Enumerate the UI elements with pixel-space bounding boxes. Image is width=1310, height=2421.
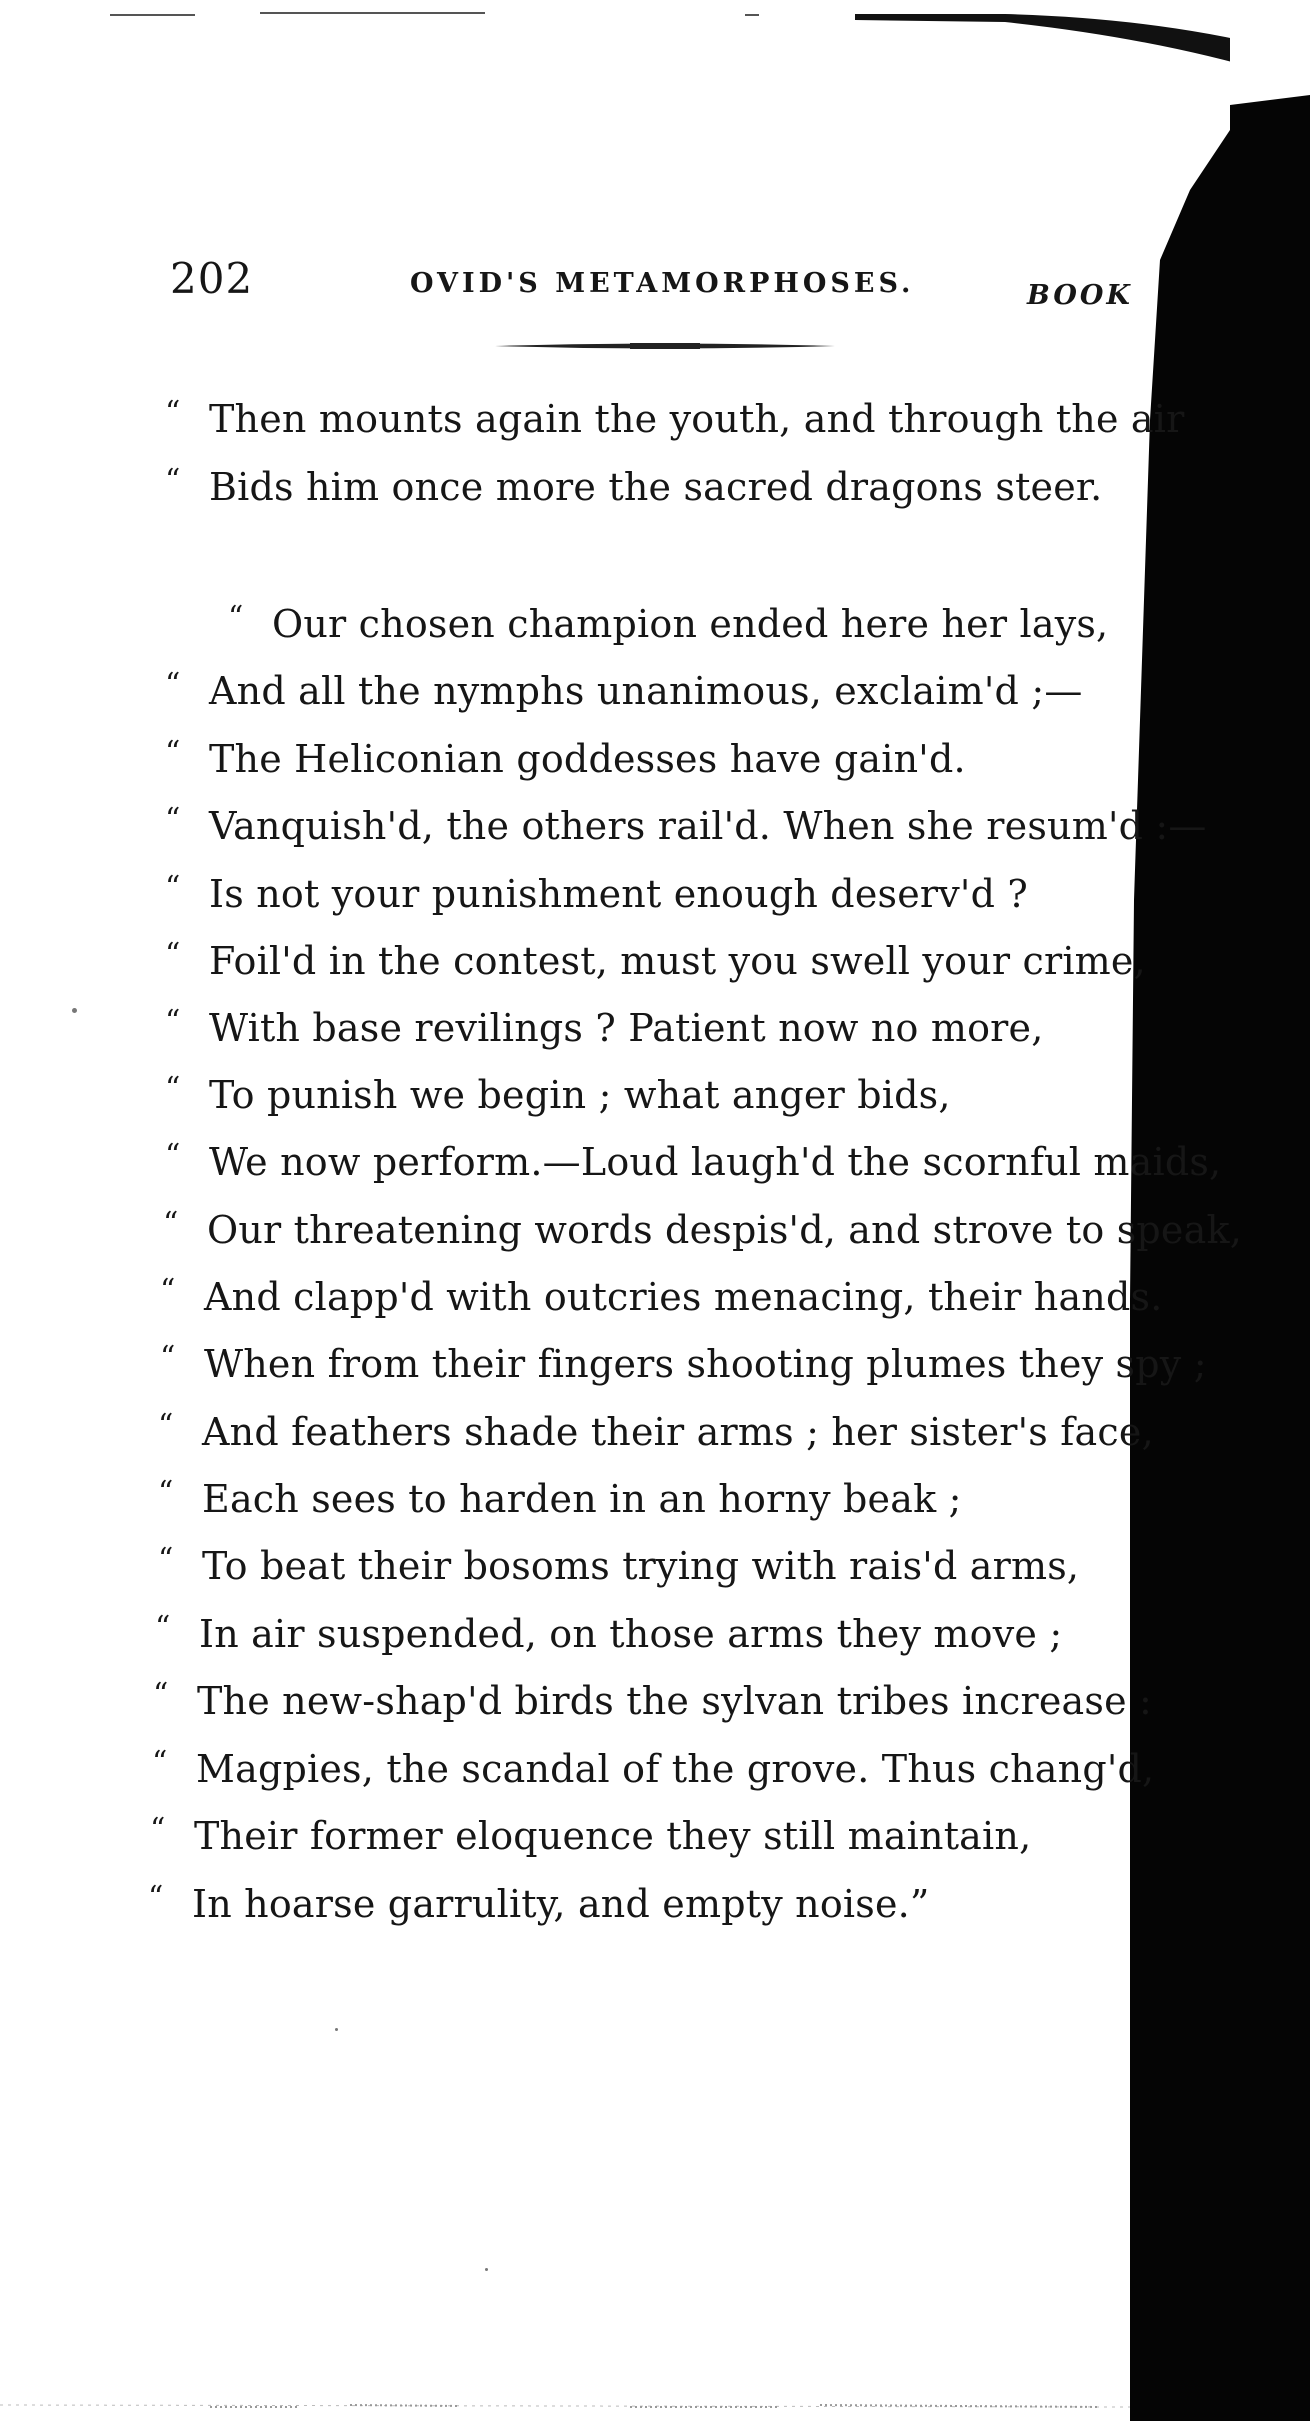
scan-bottom-noise: [0, 2385, 1130, 2421]
verse-text: When from their fingers shooting plumes they spy ;: [204, 1342, 1207, 1386]
scan-speck: [72, 1008, 77, 1013]
quote-mark: “: [158, 1408, 174, 1443]
verse-line: [150, 1812, 1031, 1858]
scan-top-line: [260, 12, 485, 14]
quote-mark: “: [228, 600, 244, 635]
quote-mark: “: [155, 1610, 171, 1645]
quote-mark: “: [165, 870, 181, 905]
verse-line: [163, 1206, 1242, 1252]
quote-mark: “: [160, 1273, 176, 1308]
verse-line: [165, 802, 1207, 848]
verse-text: To punish we begin ; what anger bids,: [209, 1073, 951, 1117]
verse-text: Vanquish'd, the others rail'd. When she resum'd :—: [209, 804, 1207, 848]
verse-line: [158, 1542, 1079, 1588]
quote-mark: “: [165, 735, 181, 770]
quote-mark: “: [160, 1340, 176, 1375]
verse-text: We now perform.—Loud laugh'd the scornful maids,: [209, 1140, 1222, 1184]
quote-mark: “: [148, 1880, 164, 1915]
verse-text: Magpies, the scandal of the grove. Thus chang'd,: [196, 1747, 1155, 1791]
verse-line: [228, 600, 1108, 646]
verse-text: And clapp'd with outcries menacing, their hands.: [204, 1275, 1163, 1319]
verse-line: [152, 1745, 1154, 1791]
verse-text: Our threatening words despis'd, and strove to speak,: [207, 1208, 1242, 1252]
verse-text: To beat their bosoms trying with rais'd arms,: [202, 1544, 1080, 1588]
verse-line: [165, 1071, 951, 1117]
verse-text: And all the nymphs unanimous, exclaim'd ;—: [209, 669, 1083, 713]
verse-text: In hoarse garrulity, and empty noise.”: [192, 1882, 930, 1926]
verse-text: The new-shap'd birds the sylvan tribes increase :: [197, 1679, 1153, 1723]
scan-top-line: [745, 14, 759, 16]
verse-line: [165, 870, 1028, 916]
verse-text: Bids him once more the sacred dragons steer.: [209, 465, 1103, 509]
quote-mark: “: [165, 1071, 181, 1106]
quote-mark: “: [165, 1138, 181, 1173]
verse-text: In air suspended, on those arms they move ;: [199, 1612, 1063, 1656]
verse-line: [165, 667, 1083, 713]
verse-line: [158, 1408, 1154, 1454]
verse-line: [165, 395, 1185, 441]
page-number: 202: [170, 254, 254, 303]
verse-line: [165, 1004, 1044, 1050]
header-ornament-rule: [495, 338, 835, 354]
scan-speck: [335, 2028, 338, 2031]
verse-text: Each sees to harden in an horny beak ;: [202, 1477, 962, 1521]
verse-text: Their former eloquence they still maintain,: [194, 1814, 1032, 1858]
verse-text: Is not your punishment enough deserv'd ?: [209, 872, 1028, 916]
verse-line: [160, 1273, 1163, 1319]
verse-text: Foil'd in the contest, must you swell your crime,: [209, 939, 1146, 983]
quote-mark: “: [158, 1475, 174, 1510]
quote-mark: “: [165, 937, 181, 972]
quote-mark: “: [165, 395, 181, 430]
quote-mark: “: [165, 802, 181, 837]
verse-line: [165, 1138, 1221, 1184]
verse-line: [160, 1340, 1207, 1386]
quote-mark: “: [152, 1745, 168, 1780]
scan-top-line: [110, 14, 195, 16]
verse-line: [165, 735, 966, 781]
verse-text: Our chosen champion ended here her lays,: [272, 602, 1109, 646]
quote-mark: “: [165, 667, 181, 702]
verse-line: [153, 1677, 1152, 1723]
quote-mark: “: [165, 1004, 181, 1039]
verse-text: With base revilings ? Patient now no more,: [209, 1006, 1044, 1050]
verse-line: [148, 1880, 930, 1926]
verse-line: [155, 1610, 1062, 1656]
verse-text: And feathers shade their arms ; her sister's face,: [202, 1410, 1154, 1454]
verse-text: Then mounts again the youth, and through the air: [209, 397, 1185, 441]
scan-speck: [485, 2268, 488, 2271]
quote-mark: “: [163, 1206, 179, 1241]
running-title: OVID'S METAMORPHOSES.: [410, 268, 915, 299]
verse-text: The Heliconian goddesses have gain'd.: [209, 737, 966, 781]
quote-mark: “: [165, 463, 181, 498]
verse-line: [165, 463, 1102, 509]
quote-mark: “: [153, 1677, 169, 1712]
verse-line: [165, 937, 1146, 983]
quote-mark: “: [150, 1812, 166, 1847]
verse-line: [158, 1475, 962, 1521]
quote-mark: “: [158, 1542, 174, 1577]
book-label: BOOK: [1027, 280, 1133, 311]
